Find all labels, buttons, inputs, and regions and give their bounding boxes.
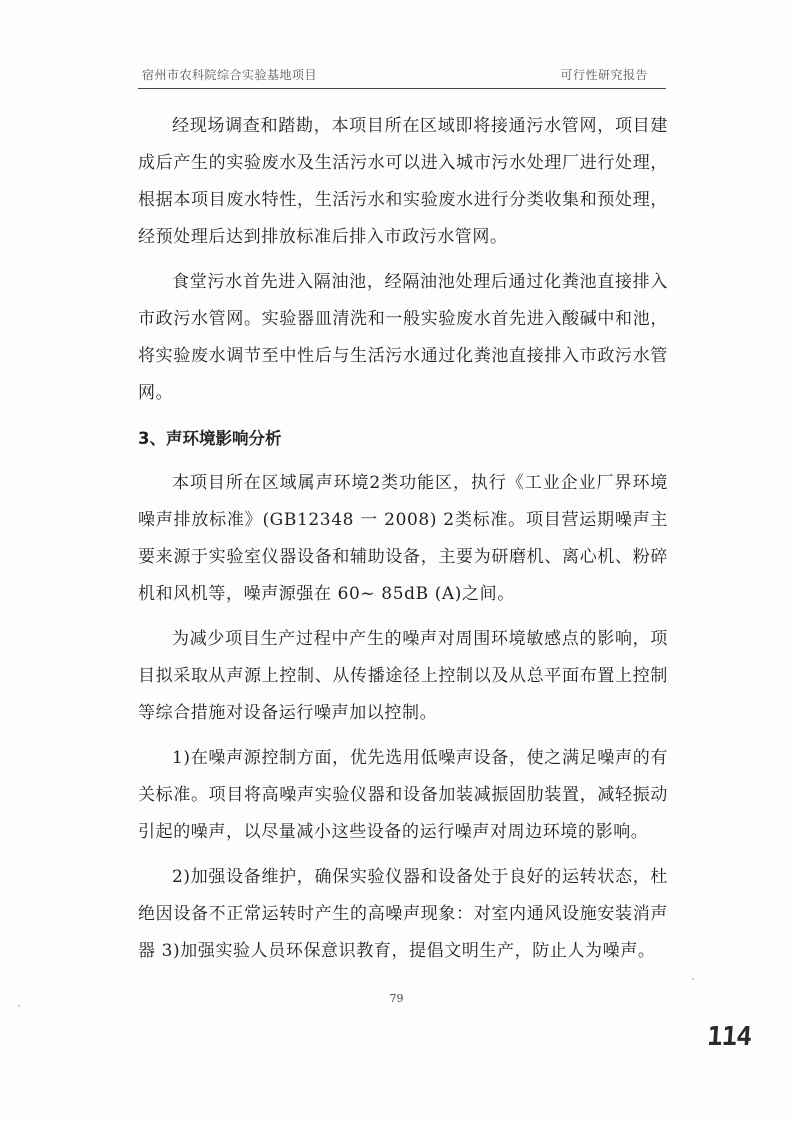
scan-speck (18, 1005, 20, 1007)
paragraph-wastewater-treatment: 食堂污水首先进入隔油池，经隔油池处理后通过化粪池直接排入市政污水管网。实验器皿清洗和一般实验废水首先进入酸碱中和池，将实验废水调节至中性后与生活污水通过化粪池直接排入市政污水管网。 (138, 272, 668, 403)
header-divider (138, 88, 666, 89)
paragraph-noise-standard: 本项目所在区域属声环境2类功能区，执行《工业企业厂界环境噪声排放标准》(GB12348 一 2008) 2类标准。项目营运期噪声主要来源于实验室仪器设备和辅助设备，主要为研磨机、离心机、粉碎机和风机等，噪声源强在 60~ 85dB (A)之间。 (138, 473, 668, 604)
body-text (138, 108, 668, 978)
paragraph-noise-maintenance: 2)加强设备维护，确保实验仪器和设备处于良好的运转状态，杜绝因设备不正常运转时产生的高噪声现象：对室内通风设施安装消声器 3)加强实验人员环保意识教育，提倡文明生产，防止人为噪声。 (138, 867, 668, 961)
handwritten-stamp-number: 114 (705, 1022, 753, 1052)
header-project-title: 宿州市农科院综合实验基地项目 (142, 68, 318, 82)
header-report-type: 可行性研究报告 (560, 68, 648, 82)
paragraph-noise-source-control: 1)在噪声源控制方面，优先选用低噪声设备，使之满足噪声的有关标准。项目将高噪声实验仪器和设备加装减振固肋装置，减轻振动引起的噪声，以尽量减小这些设备的运行噪声对周边环境的影响。 (138, 748, 668, 842)
paragraph-wastewater-intro: 经现场调查和踏勘，本项目所在区域即将接通污水管网，项目建成后产生的实验废水及生活污水可以进入城市污水处理厂进行处理，根据本项目废水特性，生活污水和实验废水进行分类收集和预处理，经预处理后达到排放标准后排入市政污水管网。 (138, 116, 668, 247)
page-header (138, 62, 666, 86)
paragraph-noise-measures: 为减少项目生产过程中产生的噪声对周围环境敏感点的影响，项目拟采取从声源上控制、从传播途径上控制以及从总平面布置上控制等综合措施对设备运行噪声加以控制。 (138, 629, 668, 723)
section-heading-noise: 3、声环境影响分析 (138, 429, 282, 448)
page-number: 79 (389, 992, 404, 1005)
scan-speck (692, 978, 694, 980)
